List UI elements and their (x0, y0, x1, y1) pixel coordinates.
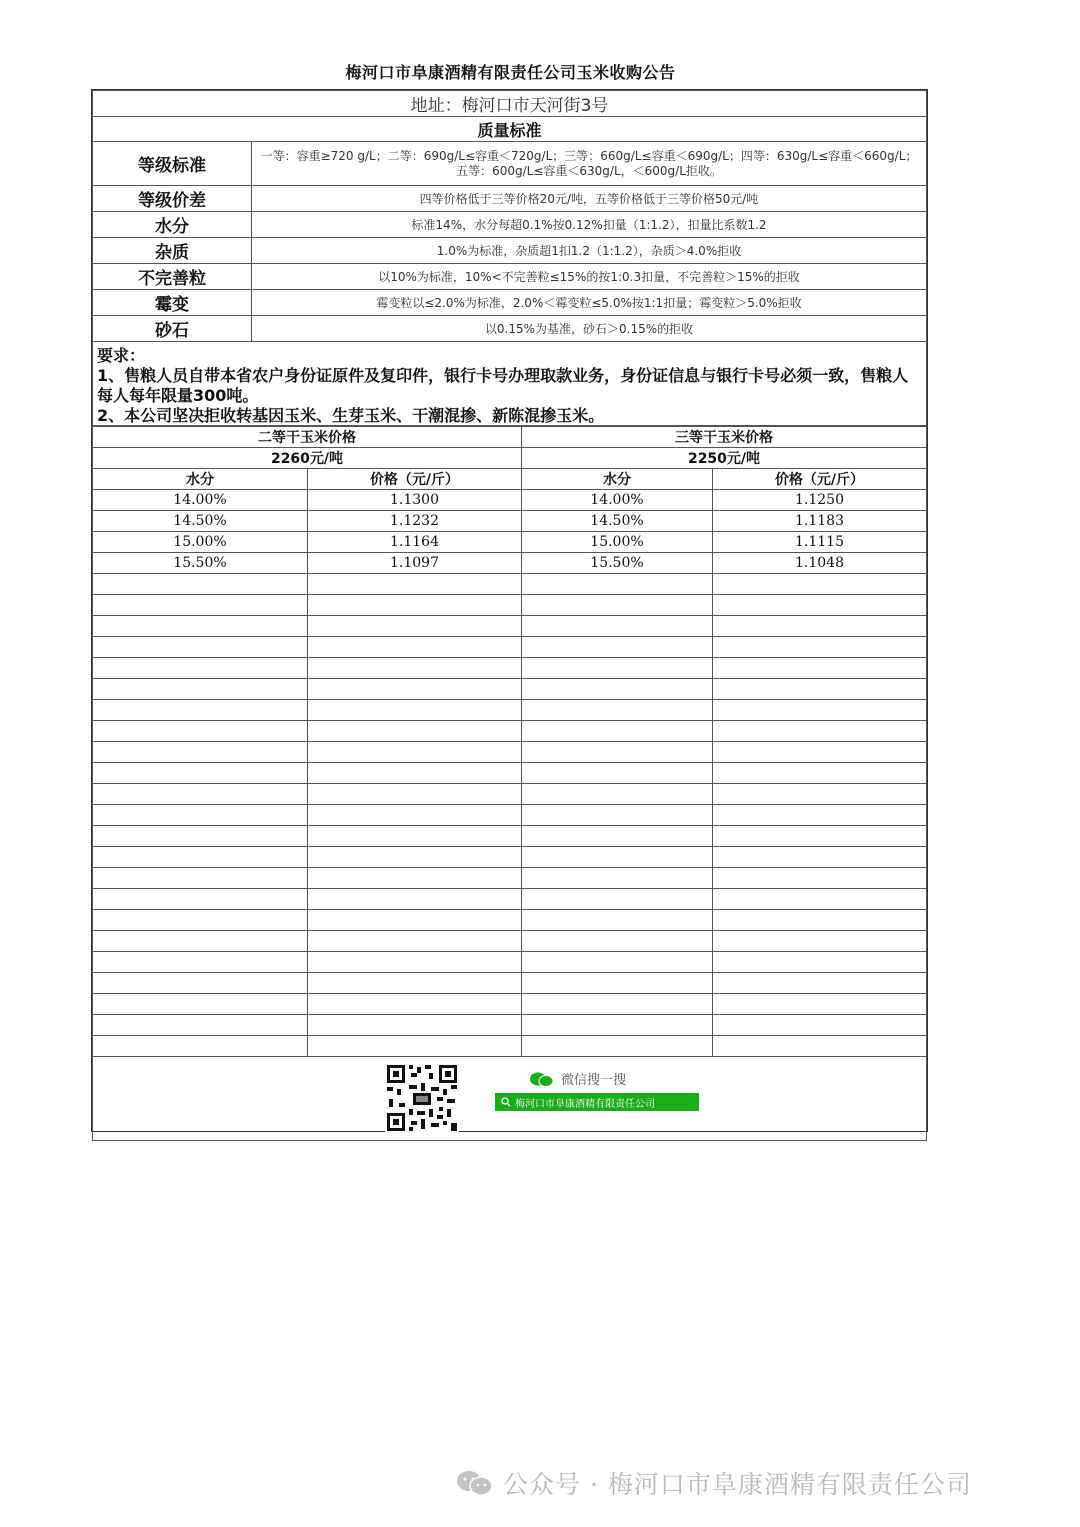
announcement-sheet (91, 89, 928, 1132)
empty-cell (713, 931, 927, 952)
empty-cell (93, 994, 308, 1015)
empty-row (93, 826, 927, 847)
empty-row (93, 910, 927, 931)
empty-cell (308, 616, 522, 637)
empty-cell (522, 868, 713, 889)
table-row (93, 490, 927, 511)
empty-cell (713, 994, 927, 1015)
empty-cell (522, 658, 713, 679)
footer (92, 1057, 927, 1141)
empty-cell (522, 616, 713, 637)
empty-cell (522, 973, 713, 994)
empty-row (93, 952, 927, 973)
empty-cell (308, 889, 522, 910)
empty-row (93, 805, 927, 826)
quality-table (92, 90, 927, 342)
empty-cell (308, 931, 522, 952)
standard-text: 一等：容重≥720 g/L；二等：690g/L≤容重＜720g/L；三等：660g/L≤容重＜690g/L；四等：630g/L≤容重＜660g/L；五等：600g/L≤容重＜630g/L，＜600g/L拒收。 (252, 142, 927, 186)
moisture-cell: 15.50% (93, 553, 308, 574)
empty-row (93, 847, 927, 868)
moisture-cell: 14.00% (522, 490, 713, 511)
col-moisture: 水分 (93, 469, 308, 490)
quality-title: 质量标准 (93, 117, 927, 142)
empty-cell (713, 910, 927, 931)
empty-cell (308, 826, 522, 847)
price-cell: 1.1300 (308, 490, 522, 511)
empty-row (93, 1015, 927, 1036)
grade2-title: 二等干玉米价格 (93, 427, 522, 448)
table-row (93, 532, 927, 553)
watermark (455, 1465, 972, 1501)
empty-cell (308, 742, 522, 763)
empty-cell (308, 595, 522, 616)
search-account-name: 梅河口市阜康酒精有限责任公司 (515, 1098, 655, 1110)
standard-text: 标准14%，水分每超0.1%按0.12%扣量（1:1.2），扣量比系数1.2 (252, 212, 927, 238)
empty-cell (308, 805, 522, 826)
empty-cell (522, 1036, 713, 1057)
address-line: 地址：梅河口市天河街3号 (93, 91, 927, 117)
empty-row (93, 994, 927, 1015)
empty-cell (522, 805, 713, 826)
empty-cell (522, 847, 713, 868)
moisture-cell: 15.00% (93, 532, 308, 553)
empty-cell (713, 889, 927, 910)
col-price: 价格（元/斤） (308, 469, 522, 490)
requirement-item: 2、本公司坚决拒收转基因玉米、生芽玉米、干潮混掺、新陈混掺玉米。 (97, 406, 605, 425)
empty-cell (93, 742, 308, 763)
standard-text: 以10%为标准，10%<不完善粒≤15%的按1:0.3扣量，不完善粒＞15%的拒收 (252, 264, 927, 290)
empty-row (93, 973, 927, 994)
empty-cell (93, 826, 308, 847)
empty-row (93, 679, 927, 700)
empty-cell (308, 952, 522, 973)
grade2-price: 2260元/吨 (93, 448, 522, 469)
empty-row (93, 1036, 927, 1057)
empty-cell (713, 721, 927, 742)
search-icon (501, 1097, 511, 1107)
standard-label: 霉变 (93, 290, 252, 316)
price-cell: 1.1048 (713, 553, 927, 574)
empty-cell (93, 595, 308, 616)
standard-label: 等级价差 (93, 186, 252, 212)
grade3-price: 2250元/吨 (522, 448, 927, 469)
empty-cell (93, 1015, 308, 1036)
moisture-cell: 14.50% (93, 511, 308, 532)
empty-cell (522, 721, 713, 742)
empty-cell (522, 889, 713, 910)
empty-cell (308, 679, 522, 700)
empty-cell (522, 574, 713, 595)
table-row (93, 553, 927, 574)
empty-cell (93, 679, 308, 700)
price-cell: 1.1250 (713, 490, 927, 511)
empty-cell (93, 973, 308, 994)
empty-cell (522, 700, 713, 721)
empty-cell (308, 574, 522, 595)
empty-cell (522, 742, 713, 763)
standard-label: 不完善粒 (93, 264, 252, 290)
empty-row (93, 700, 927, 721)
empty-cell (93, 763, 308, 784)
empty-cell (713, 658, 927, 679)
empty-row (93, 868, 927, 889)
empty-cell (93, 574, 308, 595)
empty-row (93, 658, 927, 679)
moisture-cell: 15.00% (522, 532, 713, 553)
empty-cell (713, 763, 927, 784)
col-moisture: 水分 (522, 469, 713, 490)
empty-cell (522, 931, 713, 952)
empty-cell (308, 847, 522, 868)
empty-cell (522, 784, 713, 805)
wechat-logo-icon (455, 1468, 495, 1498)
wechat-search-text: 微信搜一搜 (561, 1073, 627, 1088)
empty-cell (713, 826, 927, 847)
empty-rows (93, 574, 927, 1057)
requirements-heading: 要求： (97, 346, 146, 365)
empty-cell (713, 952, 927, 973)
empty-row (93, 574, 927, 595)
empty-cell (93, 910, 308, 931)
empty-cell (308, 868, 522, 889)
empty-row (93, 742, 927, 763)
empty-cell (308, 637, 522, 658)
standard-label: 等级标准 (93, 142, 252, 186)
empty-row (93, 616, 927, 637)
empty-cell (713, 805, 927, 826)
empty-cell (713, 574, 927, 595)
standard-text: 四等价格低于三等价格20元/吨，五等价格低于三等价格50元/吨 (252, 186, 927, 212)
empty-cell (522, 595, 713, 616)
empty-row (93, 637, 927, 658)
price-cell: 1.1097 (308, 553, 522, 574)
empty-cell (308, 910, 522, 931)
empty-cell (713, 637, 927, 658)
empty-cell (93, 931, 308, 952)
empty-cell (713, 868, 927, 889)
empty-cell (93, 784, 308, 805)
watermark-text: 公众号 · 梅河口市阜康酒精有限责任公司 (503, 1470, 972, 1499)
empty-cell (713, 742, 927, 763)
empty-cell (713, 616, 927, 637)
standard-label: 水分 (93, 212, 252, 238)
empty-cell (93, 658, 308, 679)
price-table (92, 426, 927, 1057)
empty-cell (522, 910, 713, 931)
standard-label: 砂石 (93, 316, 252, 342)
empty-cell (308, 721, 522, 742)
empty-cell (93, 616, 308, 637)
empty-cell (308, 1015, 522, 1036)
moisture-cell: 15.50% (522, 553, 713, 574)
empty-cell (713, 1015, 927, 1036)
requirement-item: 1、售粮人员自带本省农户身份证原件及复印件，银行卡号办理取款业务，身份证信息与银行卡号必须一致，售粮人每人每年限量300吨。 (97, 366, 909, 405)
empty-row (93, 931, 927, 952)
empty-cell (308, 700, 522, 721)
empty-cell (93, 868, 308, 889)
requirements-block (92, 342, 927, 426)
empty-cell (713, 847, 927, 868)
empty-cell (713, 784, 927, 805)
standard-text: 1.0%为标准，杂质超1扣1.2（1:1.2），杂质＞4.0%拒收 (252, 238, 927, 264)
empty-cell (522, 826, 713, 847)
empty-cell (93, 805, 308, 826)
empty-cell (522, 763, 713, 784)
price-cell: 1.1164 (308, 532, 522, 553)
empty-row (93, 595, 927, 616)
empty-cell (93, 700, 308, 721)
table-row (93, 511, 927, 532)
empty-row (93, 784, 927, 805)
moisture-cell: 14.50% (522, 511, 713, 532)
empty-cell (522, 637, 713, 658)
document-title: 梅河口市阜康酒精有限责任公司玉米收购公告 (345, 63, 676, 82)
standard-label: 杂质 (93, 238, 252, 264)
empty-cell (522, 679, 713, 700)
empty-row (93, 763, 927, 784)
empty-cell (308, 973, 522, 994)
qr-code-icon (385, 1063, 459, 1133)
empty-cell (308, 658, 522, 679)
wechat-search-bar[interactable] (495, 1093, 699, 1111)
price-cell: 1.1183 (713, 511, 927, 532)
empty-cell (308, 763, 522, 784)
empty-cell (93, 952, 308, 973)
standard-text: 霉变粒以≤2.0%为标准，2.0%＜霉变粒≤5.0%按1:1扣量；霉变粒＞5.0%拒收 (252, 290, 927, 316)
empty-cell (308, 1036, 522, 1057)
wechat-logo-icon (529, 1071, 555, 1087)
moisture-cell: 14.00% (93, 490, 308, 511)
empty-cell (522, 994, 713, 1015)
empty-cell (522, 1015, 713, 1036)
empty-cell (308, 784, 522, 805)
empty-cell (522, 952, 713, 973)
empty-cell (93, 637, 308, 658)
empty-row (93, 721, 927, 742)
empty-cell (713, 1036, 927, 1057)
price-cell: 1.1115 (713, 532, 927, 553)
empty-cell (713, 973, 927, 994)
empty-cell (713, 700, 927, 721)
empty-cell (93, 721, 308, 742)
price-cell: 1.1232 (308, 511, 522, 532)
empty-cell (713, 595, 927, 616)
empty-cell (713, 679, 927, 700)
empty-cell (308, 994, 522, 1015)
col-price: 价格（元/斤） (713, 469, 927, 490)
empty-row (93, 889, 927, 910)
empty-cell (93, 889, 308, 910)
wechat-search-label (529, 1069, 626, 1088)
empty-cell (93, 1036, 308, 1057)
standard-text: 以0.15%为基准，砂石＞0.15%的拒收 (252, 316, 927, 342)
grade3-title: 三等干玉米价格 (522, 427, 927, 448)
empty-cell (93, 847, 308, 868)
